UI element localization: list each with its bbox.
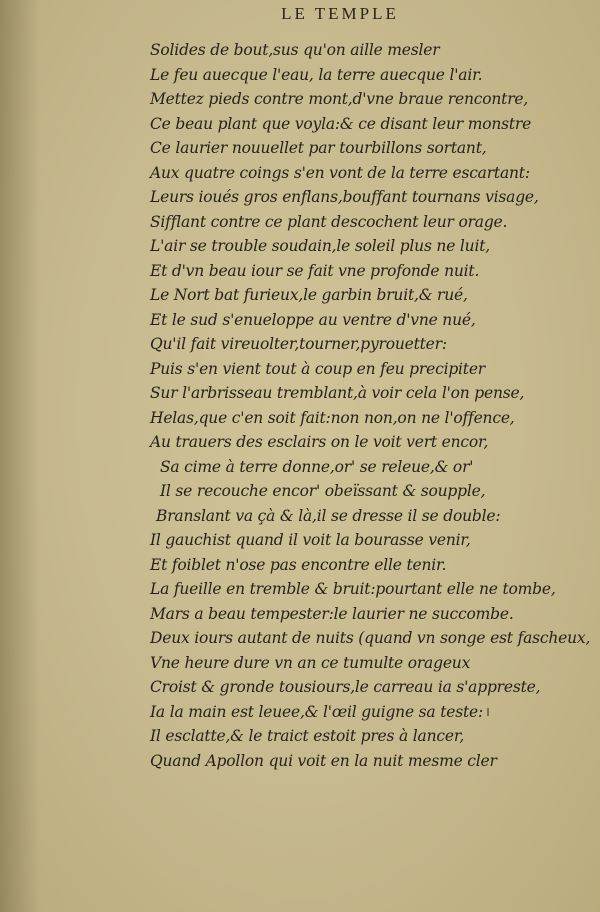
verse-line: Ia la main est leuee,& l'œil guigne sa teste: [150,702,483,721]
gutter-shadow [0,0,40,912]
verse-line: Il gauchist quand il voit la bourasse venir, [150,531,471,549]
verse-line: Le feu auecque l'eau, la terre auecque l'air. [150,65,483,84]
verse-line: Au trauers des esclairs on le voit vert encor, [150,433,489,451]
verse-line: Ce beau plant que voyla:& ce disant leur monstre [150,114,532,133]
verse-line: La fueille en tremble & bruit:pourtant elle ne tombe, [150,580,556,598]
verse-line: Mettez pieds contre mont,d'vne braue rencontre, [150,90,529,108]
verse-line: Et d'vn beau iour se fait vne profonde nuit. [150,261,480,280]
running-head-text: LE TEMPLE [281,4,399,23]
verse-line: L'air se trouble soudain,le soleil plus ne luit, [150,237,490,255]
verse-line: Leurs ioués gros enflans,bouffant tournans visage, [150,188,539,206]
verse-line: Sur l'arbrisseau tremblant,à voir cela l'on pense, [150,384,525,402]
verse-line: Deux iours autant de nuits (quand vn songe est fascheux, [150,629,591,647]
verse-line: Et foiblet n'ose pas encontre elle tenir. [150,555,447,574]
verse-line: Mars a beau tempester:le laurier ne succombe. [150,604,514,623]
verse-line: Et le sud s'enueloppe au ventre d'vne nué, [150,310,476,329]
verse-line: Branslant va çà & là,il se dresse il se double: [156,506,501,525]
verse-line: Il esclatte,& le traict estoit pres à lancer, [150,727,465,745]
verse-line: Sa cime à terre donne,or' se releue,& or' [160,457,474,476]
poem-verses [150,38,590,773]
verse-line: Il se recouche encor' obeïssant & soupple, [160,482,486,500]
verse-line: Vne heure dure vn an ce tumulte orageux [150,653,471,672]
verse-line: Aux quatre coings s'en vont de la terre escartant: [150,163,530,182]
verse-line: Le Nort bat furieux,le garbin bruit,& rué, [150,286,468,304]
stray-ink-mark [487,708,489,716]
verse-line: Sifflant contre ce plant descochent leur orage. [150,212,508,231]
verse-line: Croist & gronde tousiours,le carreau ia s'appreste, [150,678,541,696]
verse-line: Quand Apollon qui voit en la nuit mesme cler [150,751,497,770]
running-head [0,4,600,24]
verse-line: Solides de bout,sus qu'on aille mesler [150,41,440,59]
verse-line: Puis s'en vient tout à coup en feu precipiter [150,359,486,378]
verse-line: Qu'il fait vireuolter,tourner,pyrouetter: [150,335,447,353]
verse-line: Ce laurier nouuellet par tourbillons sortant, [150,139,487,157]
verse-line: Helas,que c'en soit fait:non non,on ne l'offence, [150,408,515,427]
